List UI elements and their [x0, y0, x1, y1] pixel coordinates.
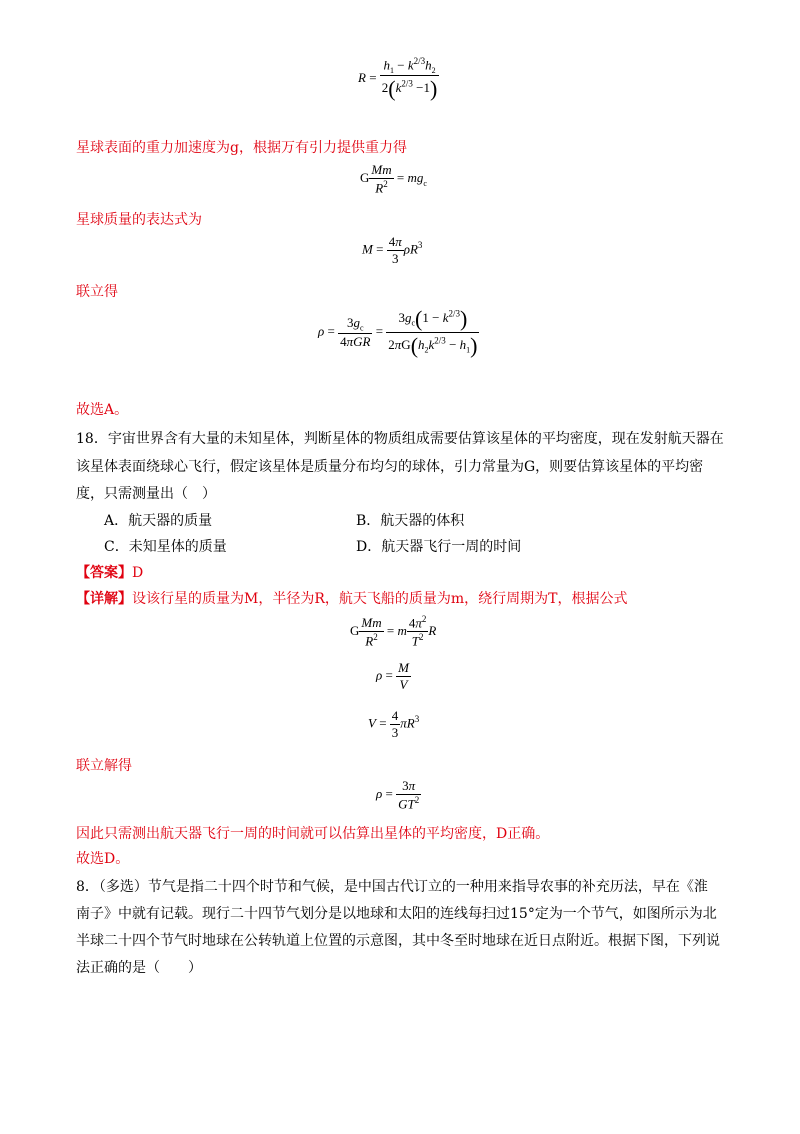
text-combine-1: 联立得 [76, 284, 118, 300]
q18-option-d: D．航天器飞行一周的时间 [356, 539, 522, 555]
q8-line-2: 南子》中就有记载。现行二十四节气划分是以地球和太阳的连线每扫过15°定为一个节气，如图所示为北 [76, 906, 717, 922]
detail-line [76, 589, 628, 609]
text-conclusion: 因此只需测出航天器飞行一周的时间就可以估算出星体的平均密度，D正确。 [76, 826, 550, 842]
detail-tag: 【详解】 [76, 591, 132, 607]
formula-mass: M = $\frac{4\pi}{3}$ $\rho R^3$ [362, 234, 423, 266]
q8-line-4: 法正确的是（ ） [76, 960, 202, 976]
q18-option-c: C．未知星体的质量 [104, 539, 227, 555]
detail-text: 设该行星的质量为M，半径为R，航天飞船的质量为m，绕行周期为T，根据公式 [132, 591, 628, 607]
formula-orbit: G $\frac{Mm}{R^2}$ = m $\frac{4\pi^2}{T^2}$ R [350, 614, 437, 649]
formula-gravity: G $\frac{Mm}{R^2}$ = $mg_c$ [360, 162, 427, 196]
formula-density-2: ρ = $\frac{3\pi}{GT^2}$ [376, 778, 420, 812]
text-gravity-intro: 星球表面的重力加速度为g，根据万有引力提供重力得 [76, 140, 407, 156]
formula-radius: R = $\frac{h_1 - k^{2/3}h_2}{2(k^{2/3} -1)}$ [358, 56, 438, 101]
formula-density-1: ρ = $\frac{3g_c}{\text{4πGR}}$ = $\frac{3g_c(1 - k^{2/3})}{2\pi G(h_2k^{2/3} - h_1)}$ [318, 306, 478, 358]
answer-value: D [132, 565, 144, 581]
q18-option-b: B．航天器的体积 [356, 513, 465, 529]
text-mass-expression: 星球质量的表达式为 [76, 212, 202, 228]
text-combine-2: 联立解得 [76, 758, 132, 774]
formula-density-def: ρ = $\frac{M}{V}$ [376, 660, 409, 692]
q18-line-2: 该星体表面绕球心飞行，假定该星体是质量分布均匀的球体，引力常量为G，则要估算该星体的平均密 [76, 459, 704, 475]
text-choose-d: 故选D。 [76, 851, 130, 867]
formula-volume: V = $\frac{4}{3}$ $\pi R^3$ [368, 708, 420, 740]
text-choose-a: 故选A。 [76, 402, 129, 418]
q18-line-3: 度，只需测量出（ ） [76, 486, 216, 502]
q18-line-1: 18．宇宙世界含有大量的未知星体，判断星体的物质组成需要估算该星体的平均密度，现在发射航天器在 [76, 431, 724, 447]
answer-tag: 【答案】 [76, 565, 132, 581]
q8-line-1: 8．（多选）节气是指二十四个时节和气候，是中国古代订立的一种用来指导农事的补充历法，早在《淮 [76, 879, 708, 895]
answer-line [76, 563, 143, 583]
q8-line-3: 半球二十四个节气时地球在公转轨道上位置的示意图，其中冬至时地球在近日点附近。根据下图，下列说 [76, 933, 720, 949]
q18-option-a: A．航天器的质量 [104, 513, 213, 529]
